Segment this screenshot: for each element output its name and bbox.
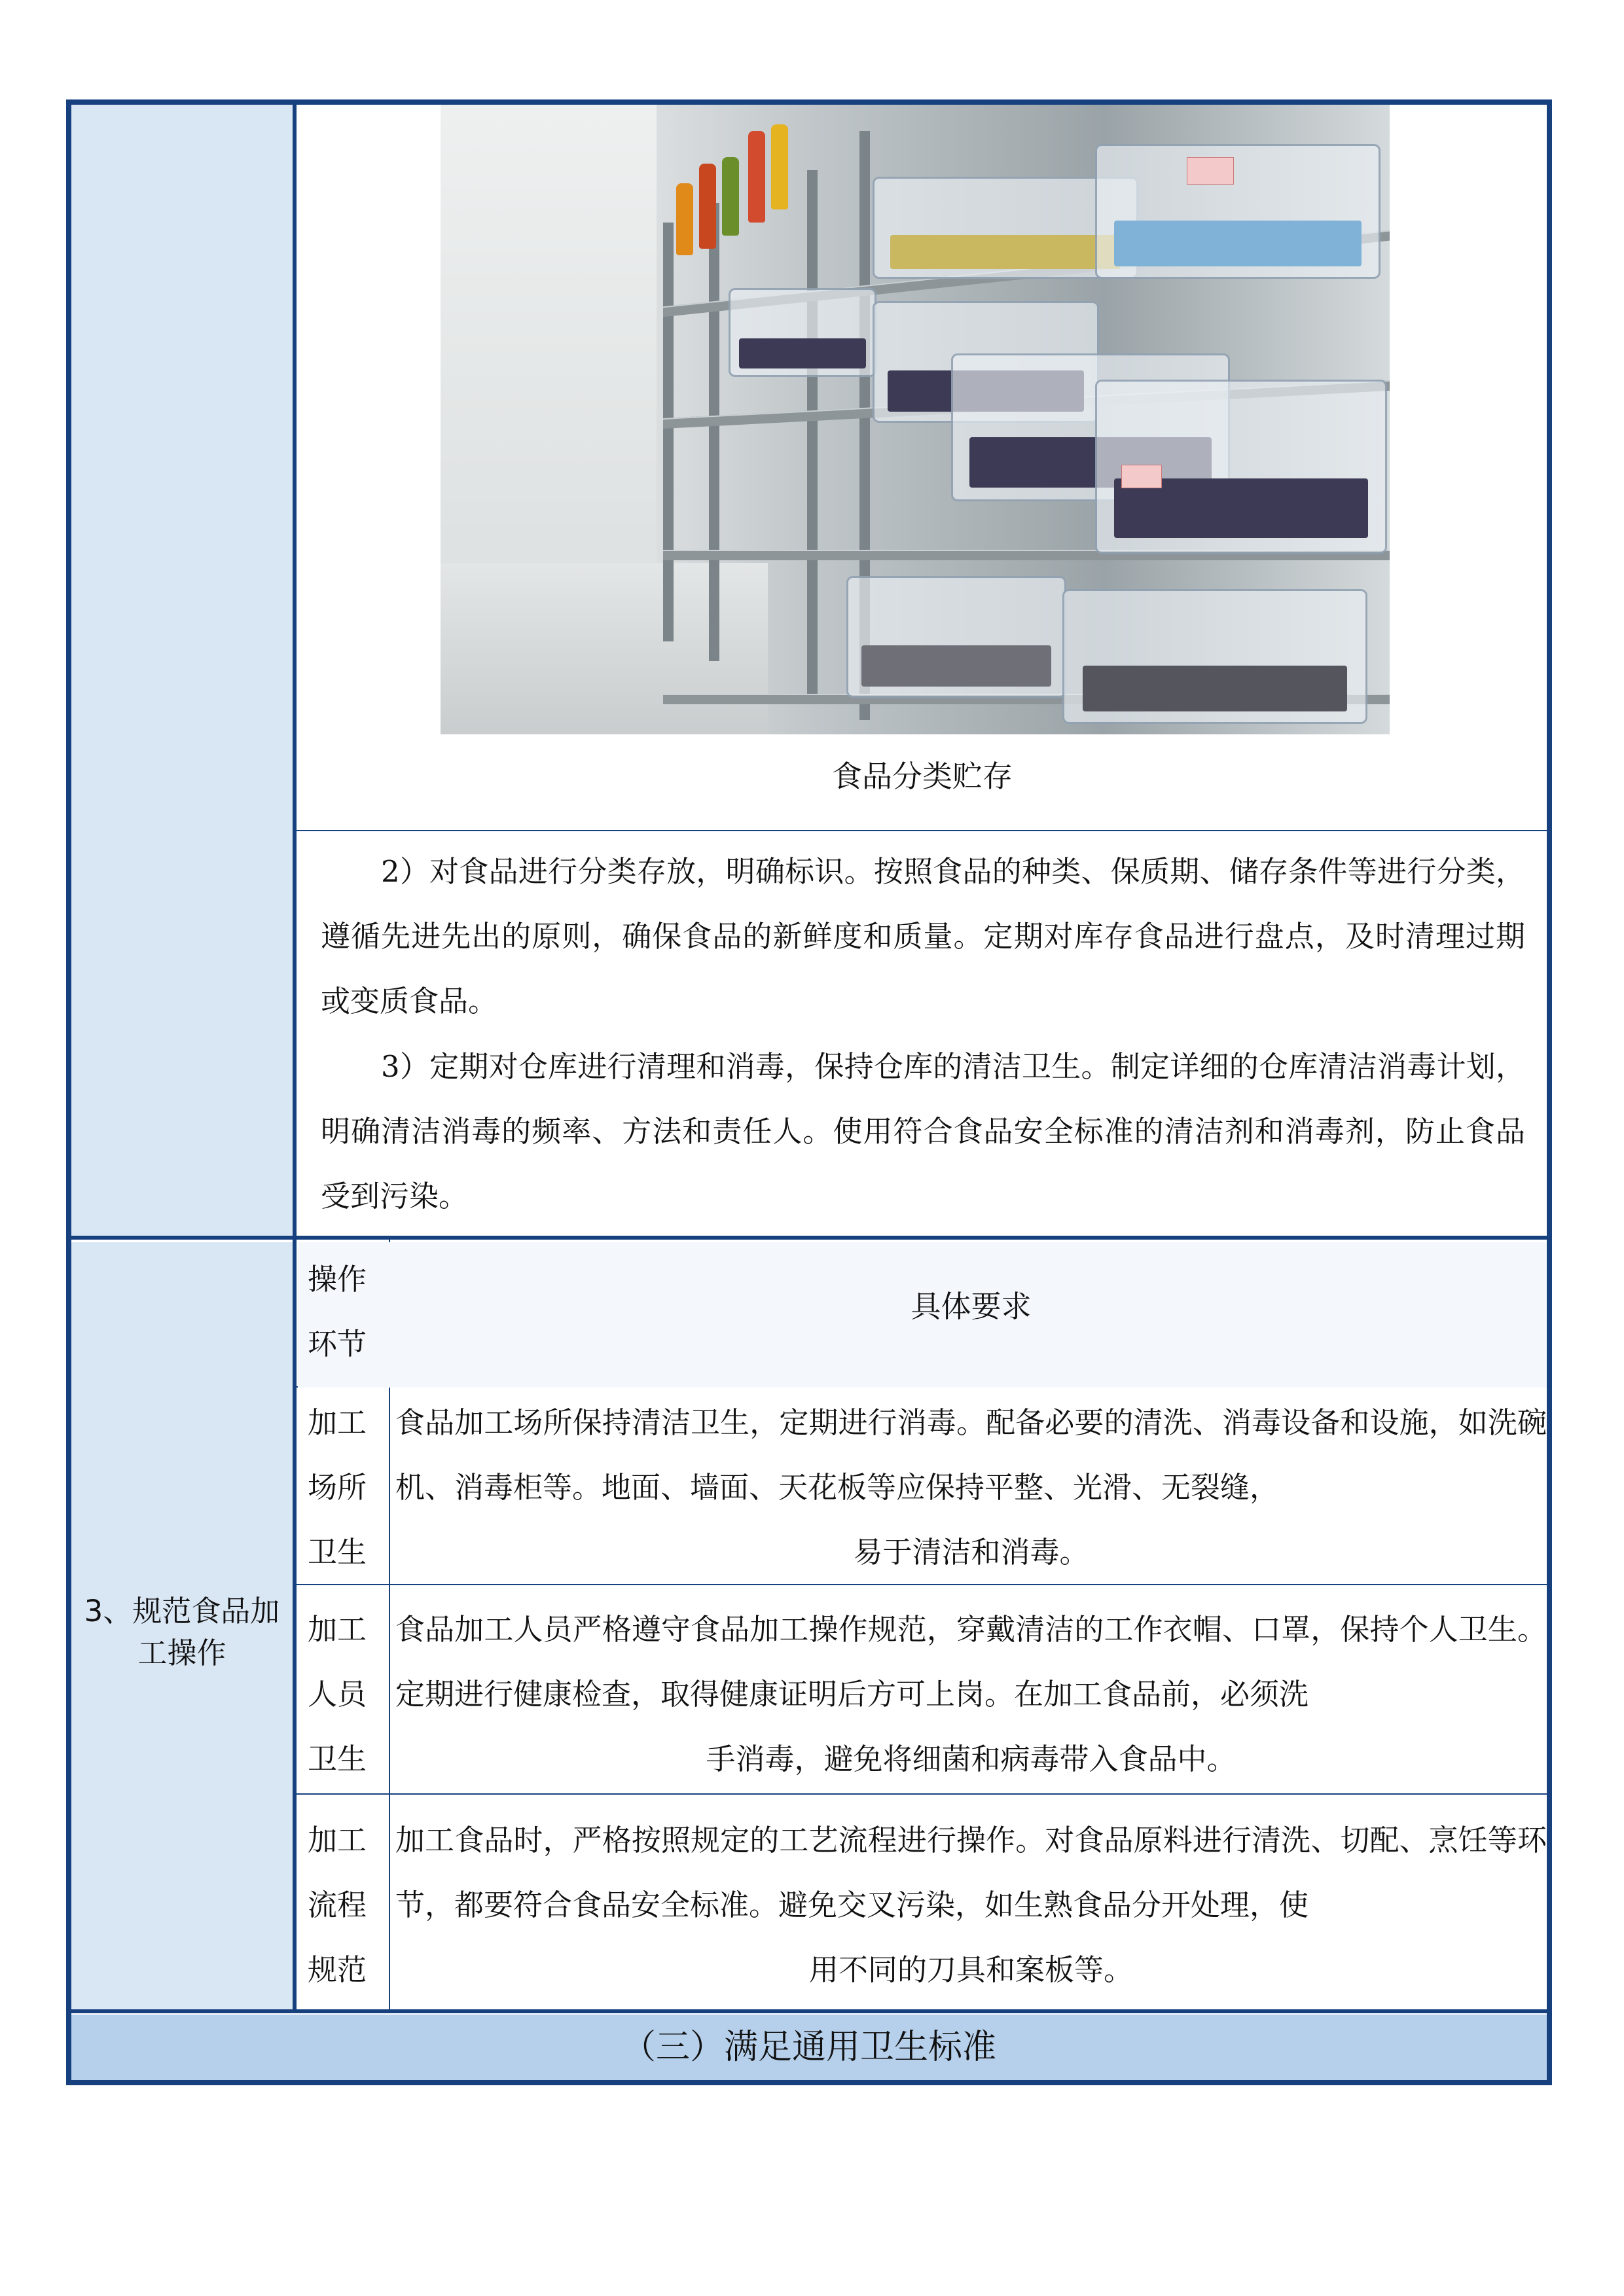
row-step-site-hygiene: 加工场所卫生 — [308, 1405, 367, 1570]
requirement-text-last-line: 易于清洁和消毒。 — [853, 1535, 1089, 1570]
requirement-text: 加工食品时，严格按照规定的工艺流程进行操作。对食品原料进行清洗、切配、烹饪等环节，都要符合食品安全标准。避免交叉污染，如生熟食品分开处理，使 — [395, 1823, 1547, 1922]
requirement-text-last-line: 用不同的刀具和案板等。 — [808, 1952, 1133, 1987]
requirement-text-last-line: 手消毒，避免将细菌和病毒带入食品中。 — [706, 1742, 1236, 1776]
row-step-process-standard: 加工流程规范 — [308, 1823, 367, 1987]
section-label-processing: 3、规范食品加工操作 — [84, 1594, 280, 1670]
section-heading-general-hygiene: （三）满足通用卫生标准 — [71, 2015, 1547, 2080]
storage-paragraph-2: 2）对食品进行分类存放，明确标识。按照食品的种类、保质期、储存条件等进行分类，遵循先进先出的原则，确保食品的新鲜度和质量。定期对库存食品进行盘点，及时清理过期或变质食品。 — [321, 854, 1525, 1018]
footer-divider — [71, 2009, 1547, 2013]
row-divider — [297, 1793, 1547, 1795]
food-storage-photo — [441, 105, 1390, 734]
header-operation-step: 操作环节 — [308, 1262, 367, 1361]
photo-caption: 食品分类贮存 — [832, 759, 1013, 794]
requirement-text: 食品加工人员严格遵守食品加工操作规范，穿戴清洁的工作衣帽、口罩，保持个人卫生。定期进行健康检查，取得健康证明后方可上岗。在加工食品前，必须洗 — [395, 1612, 1547, 1712]
left-column-cell-top — [71, 105, 293, 1236]
row-requirement-site-hygiene — [395, 1390, 1547, 1585]
column-divider — [293, 105, 297, 2009]
row-step-staff-hygiene: 加工人员卫生 — [308, 1612, 367, 1776]
row-requirement-staff-hygiene — [395, 1597, 1547, 1791]
row-requirement-process-standard — [395, 1808, 1547, 2002]
row-divider — [297, 830, 1547, 831]
storage-paragraph-3: 3）定期对仓库进行清理和消毒，保持仓库的清洁卫生。制定详细的仓库清洁消毒计划，明确清洁消毒的频率、方法和责任人。使用符合食品安全标准的清洁剂和消毒剂，防止食品受到污染。 — [321, 1049, 1525, 1213]
requirement-text: 食品加工场所保持清洁卫生，定期进行消毒。配备必要的清洗、消毒设备和设施，如洗碗机、消毒柜等。地面、墙面、天花板等应保持平整、光滑、无裂缝， — [395, 1405, 1547, 1505]
section-divider — [71, 1236, 1547, 1240]
header-requirements: 具体要求 — [911, 1289, 1032, 1324]
